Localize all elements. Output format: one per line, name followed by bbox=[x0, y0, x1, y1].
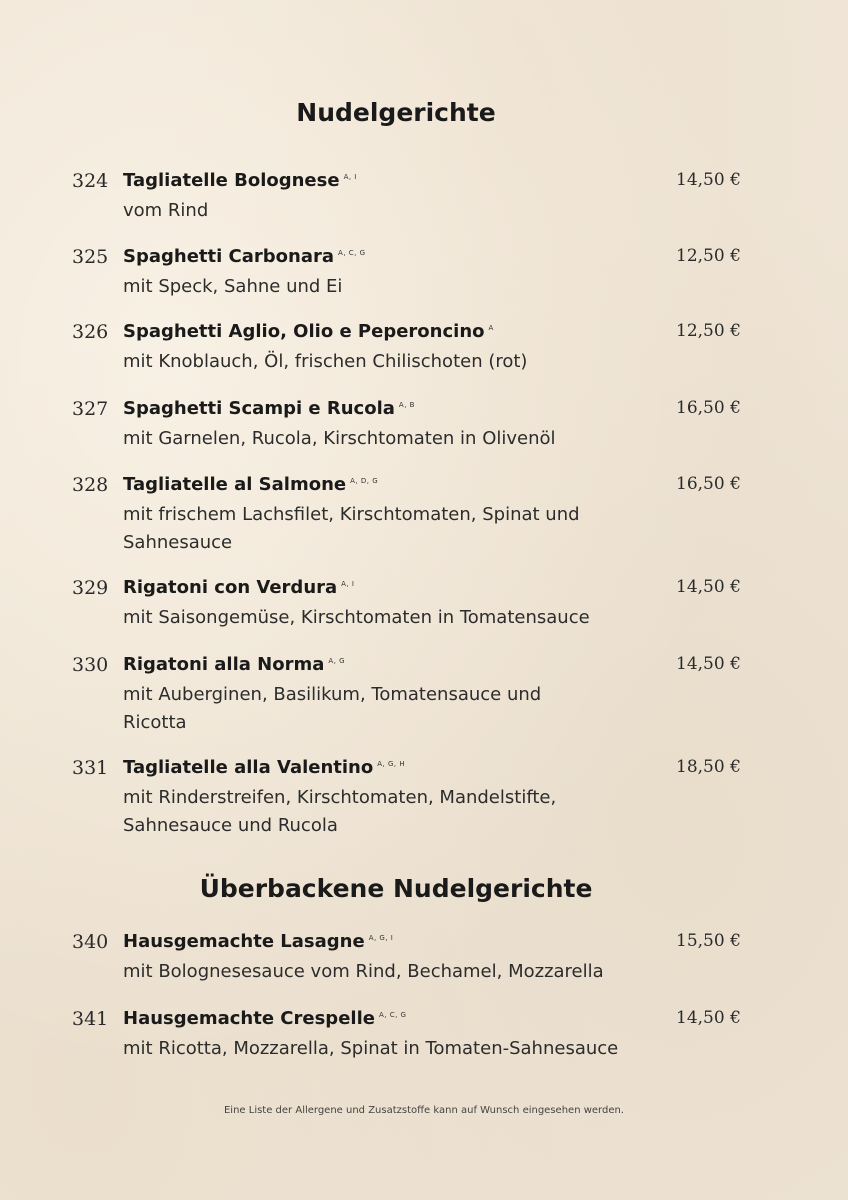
item-price: 18,50 € bbox=[676, 757, 741, 777]
item-number: 325 bbox=[72, 246, 109, 268]
item-name: Spaghetti Scampi e Rucola $^{A, B}$ bbox=[123, 398, 415, 419]
item-price: 12,50 € bbox=[676, 321, 741, 341]
item-price: 14,50 € bbox=[676, 1008, 741, 1028]
item-price: 14,50 € bbox=[676, 577, 741, 597]
item-number: 330 bbox=[72, 654, 109, 676]
allergen-codes: A, G, H bbox=[377, 760, 406, 768]
allergen-codes: A, B bbox=[398, 401, 415, 409]
item-price: 14,50 € bbox=[676, 170, 741, 190]
allergen-footnote: Eine Liste der Allergene und Zusatzstoffe kann auf Wunsch eingesehen werden. bbox=[223, 1105, 624, 1116]
item-name: Tagliatelle alla Valentino $^{A, G, H}$ bbox=[123, 757, 406, 778]
item-price: 15,50 € bbox=[676, 931, 741, 951]
allergen-codes: A, I bbox=[343, 173, 357, 181]
section-title-ueberbackene-nudelgerichte: Überbackene Nudelgerichte bbox=[199, 874, 593, 903]
allergen-codes: A, G, I bbox=[368, 934, 394, 942]
item-description: vom Rind bbox=[123, 200, 209, 221]
item-description: mit Knoblauch, Öl, frischen Chilischoten (rot) bbox=[123, 351, 528, 372]
item-name: Rigatoni con Verdura $^{A, I}$ bbox=[123, 577, 355, 598]
item-description: mit Saisongemüse, Kirschtomaten in Tomatensauce bbox=[123, 607, 590, 628]
allergen-codes: A, I bbox=[341, 580, 355, 588]
item-name: Spaghetti Aglio, Olio e Peperoncino $^A$ bbox=[123, 321, 494, 342]
item-number: 341 bbox=[72, 1008, 109, 1030]
item-name: Rigatoni alla Norma $^{A, G}$ bbox=[123, 654, 346, 675]
item-name: Hausgemachte Crespelle $^{A, C, G}$ bbox=[123, 1008, 407, 1029]
item-number: 329 bbox=[72, 577, 109, 599]
item-description: mit Auberginen, Basilikum, Tomatensauce und Ricotta bbox=[123, 684, 542, 733]
item-number: 328 bbox=[72, 474, 109, 496]
item-description: mit frischem Lachsfilet, Kirschtomaten, Spinat und Sahnesauce bbox=[123, 504, 580, 553]
item-number: 327 bbox=[72, 398, 109, 420]
item-description: mit Ricotta, Mozzarella, Spinat in Tomaten-Sahnesauce bbox=[123, 1038, 619, 1059]
item-name: Tagliatelle Bolognese $^{A, I}$ bbox=[123, 170, 357, 191]
item-price: 12,50 € bbox=[676, 246, 741, 266]
allergen-codes: A, C, G bbox=[338, 249, 366, 257]
item-number: 326 bbox=[72, 321, 109, 343]
item-description: mit Speck, Sahne und Ei bbox=[123, 276, 343, 297]
item-name: Spaghetti Carbonara $^{A, C, G}$ bbox=[123, 246, 366, 267]
item-price: 16,50 € bbox=[676, 398, 741, 418]
item-name: Tagliatelle al Salmone $^{A, D, G}$ bbox=[123, 474, 379, 495]
item-price: 16,50 € bbox=[676, 474, 741, 494]
item-number: 340 bbox=[72, 931, 109, 953]
allergen-codes: A, D, G bbox=[350, 477, 379, 485]
item-price: 14,50 € bbox=[676, 654, 741, 674]
item-name: Hausgemachte Lasagne $^{A, G, I}$ bbox=[123, 931, 394, 952]
section-title-nudelgerichte: Nudelgerichte bbox=[296, 98, 496, 127]
item-number: 331 bbox=[72, 757, 109, 779]
item-number: 324 bbox=[72, 170, 109, 192]
item-description: mit Garnelen, Rucola, Kirschtomaten in Olivenöl bbox=[123, 428, 556, 449]
allergen-codes: A bbox=[488, 324, 494, 332]
item-description: mit Rinderstreifen, Kirschtomaten, Mandelstifte, Sahnesauce und Rucola bbox=[123, 787, 557, 836]
item-description: mit Bolognesesauce vom Rind, Bechamel, Mozzarella bbox=[123, 961, 604, 982]
allergen-codes: A, C, G bbox=[378, 1011, 407, 1019]
allergen-codes: A, G bbox=[328, 657, 346, 665]
